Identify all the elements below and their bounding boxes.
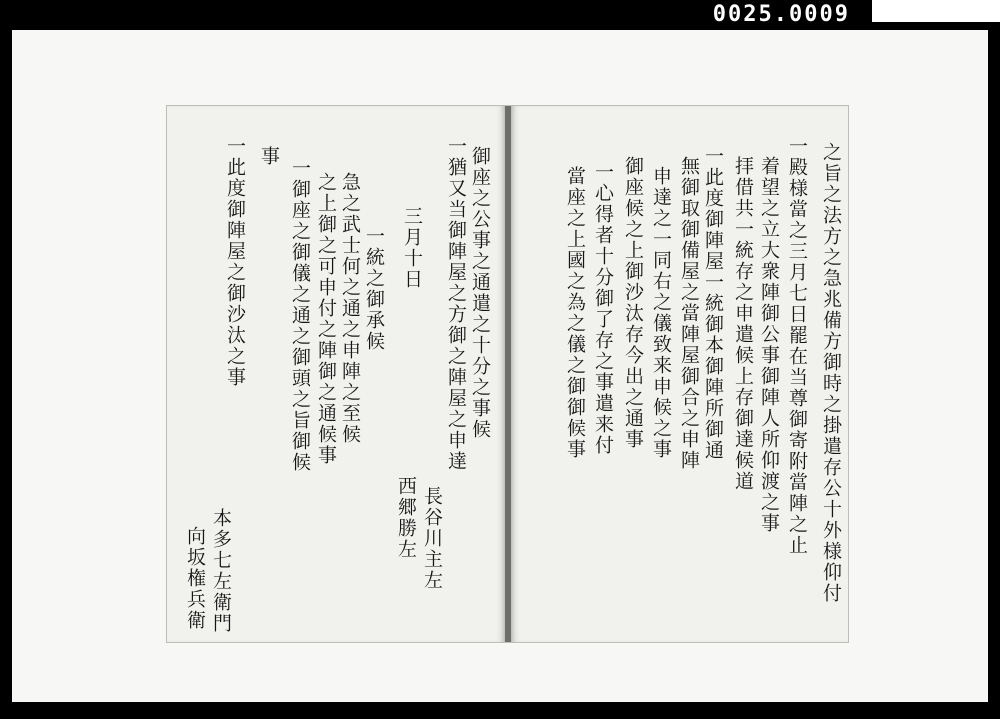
text-column: 一殿様當之三月七日罷在当尊御寄附當陣之止 <box>786 136 808 556</box>
text-column: 之上御之可申付之陣御之通候事 <box>315 172 337 466</box>
text-column: 一猶又当御陣屋之方御之陣屋之申達 <box>445 136 467 472</box>
text-column: 拝借共一統存之申遣候上存御達候道 <box>732 156 754 492</box>
signatory-column: 本多七左衛門 <box>210 508 232 634</box>
left-page <box>167 106 505 642</box>
right-page <box>511 106 848 642</box>
text-column: 之旨之法方之急兆備方御時之掛遣存公十外様仰付 <box>820 142 842 604</box>
text-column: 急之武士何之通之申陣之至候 <box>339 172 361 445</box>
film-frame-tab <box>872 0 1000 22</box>
date-column: 三月十日 <box>401 206 423 290</box>
text-column: 一御座之御儀之通之御頭之旨御候 <box>289 158 311 473</box>
signatory-column: 長谷川主左 <box>421 486 443 591</box>
signatory-column: 向坂権兵衛 <box>184 526 206 631</box>
signatory-column: 西郷勝左 <box>395 476 417 560</box>
text-column: 申達之一同右之儀致来申候之事 <box>650 166 672 460</box>
text-column: 一此度御陣屋一統御本御陣所御通 <box>702 146 724 461</box>
text-column: 一統之御承候 <box>363 226 385 352</box>
text-column: 事 <box>258 146 280 167</box>
text-column: 一此度御陣屋之御沙汰之事 <box>224 136 246 388</box>
film-frame-number: 0025.0009 <box>712 2 850 27</box>
text-column: 御座候之上御沙汰存今出之通事 <box>622 156 644 450</box>
text-column: 一心得者十分御了存之事遣来付 <box>592 162 614 456</box>
text-column: 當座之上國之為之儀之御御候事 <box>564 166 586 460</box>
text-column: 無御取御備屋之當陣屋御合之申陣 <box>678 156 700 471</box>
text-column: 着望之立大衆陣御公事御陣人所仰渡之事 <box>758 156 780 534</box>
open-document <box>167 106 848 642</box>
text-column: 御座之公事之通遣之十分之事候 <box>469 146 491 440</box>
scan-sheet <box>12 30 988 702</box>
